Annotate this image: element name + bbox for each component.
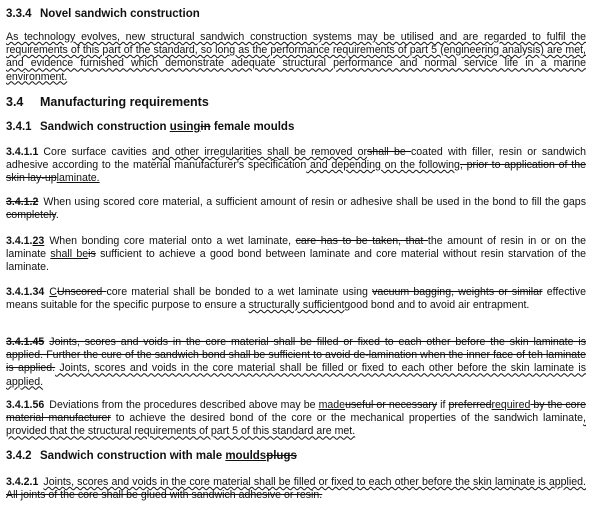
section-heading-3-4 [6, 95, 209, 109]
text-run: bond between laminate and core material without resin starvation of the laminate. [6, 248, 587, 274]
text-run-deleted: All joints of the core shall be glued with sandwich adhesive or resin. [6, 489, 323, 502]
text-run-revised: Joints, scores and voids in the core material shall be filled or fixed to each other before the skin laminate is applied. [6, 362, 586, 388]
heading-title-deleted: plugs [266, 450, 297, 462]
text-run: Core surface cavities [43, 146, 153, 158]
clause-number: 3.4.1.1 [6, 146, 39, 158]
text-run-deleted: care has to be taken, that [295, 235, 428, 247]
text-run-deleted: preferred [448, 399, 492, 411]
text-run: Deviations from the procedures described above may be [49, 399, 319, 411]
text-run-revised: and depending on the following [306, 159, 460, 172]
heading-number: 3.4 [6, 95, 24, 109]
clause-number-base: 3.4.1. [6, 235, 33, 247]
clause-number: 3.4.1.45 [6, 336, 45, 348]
paragraph-3-4-1-1 [6, 146, 586, 186]
paragraph-3-3-4: As technology evolves, new structural sandwich construction systems may be utilised and are regarded to fulfil the requirements of this part of the standard, so long as the performance requirements of part 5 (engineering analysis) are met, and evidence furnished which demonstrate adequate structural performance and normal service life in a marine environment. [6, 31, 586, 83]
text-run: good [344, 299, 368, 312]
heading-number: 3.4.2 [6, 450, 32, 462]
clause-number: 3.4.1.56 [6, 399, 45, 411]
clause-number-revised: 23 [32, 235, 45, 247]
text-run: effective means suitable for the specific purpose to ensure a [6, 286, 586, 312]
clause-number: 3.4.1.34 [6, 286, 45, 298]
heading-title: Novel sandwich construction [40, 8, 200, 20]
heading-title-d: female moulds [210, 121, 295, 133]
heading-title-deleted: in [200, 121, 211, 133]
heading-number: 3.4.1 [6, 121, 32, 133]
text-run-deleted: Joints, scores and voids in the core material shall be filled or fixed to each other before the skin laminate is applied. Further the cure of the sandwich bond shall be sufficient to avoid de-lamination when the inner face of teh laminate is applied. [6, 336, 586, 375]
clause-number [6, 235, 44, 247]
text-run: sufficient to achieve a good [95, 248, 234, 261]
section-heading-3-3-4 [6, 8, 200, 20]
text-run-deleted: by the core material manufacturer [6, 399, 586, 425]
text-run-revised: , provided that the structural requirements of part 5 of this standard are met. [6, 412, 586, 438]
clause-number: 3.4.1.2 [6, 196, 39, 208]
heading-title-inserted: using [169, 121, 201, 133]
heading-title-a: Sandwich construction [40, 121, 170, 133]
text-run: to achieve the desired bond of the core or the mechanical properties of the sandwich laminate [110, 412, 584, 425]
heading-title-a: Sandwich construction with male [40, 450, 226, 462]
paragraph-3-4-2-1 [6, 476, 586, 502]
paragraph-3-4-1-6 [6, 399, 586, 439]
text-run: When bonding core material onto a wet laminate, [49, 235, 296, 247]
text-run: if [437, 399, 449, 411]
text-run-inserted: C [49, 286, 57, 298]
paragraph-3-4-1-4 [6, 286, 586, 312]
text-run: core material shall be bonded to a wet laminate using [106, 286, 373, 298]
text-run-revised: Joints, scores and voids in the core material shall be filled or fixed to each other before the skin laminate is applied. [43, 476, 586, 488]
text-run: the amount of resin in or on the laminate [6, 235, 586, 261]
heading-title: Manufacturing requirements [40, 95, 209, 109]
text-run-deleted: shall be [367, 146, 411, 158]
text-run-inserted: required [491, 399, 531, 411]
text-run-deleted: useful or necessary [345, 399, 438, 411]
text-run-deleted: vacuum bagging, weights or similar [372, 286, 543, 298]
paragraph-3-4-1-5 [6, 336, 586, 389]
text-run-deleted: , prior to application of the skin lay-up [6, 159, 586, 185]
section-heading-3-4-2 [6, 450, 297, 462]
text-run-deleted: is [88, 248, 96, 261]
text-run: . [55, 209, 59, 222]
text-run-deleted: Unscored [56, 286, 107, 298]
text-run-inserted: shall be [50, 248, 89, 261]
text-run-inserted: made [318, 399, 346, 411]
section-heading-3-4-1 [6, 121, 294, 133]
paragraph-3-4-1-2 [6, 196, 586, 222]
text-run-deleted: completely [6, 209, 56, 222]
heading-title-inserted: moulds [225, 450, 267, 462]
text-run: bond and to avoid air entrapment. [367, 299, 530, 312]
heading-number: 3.3.4 [6, 8, 32, 20]
text-run: When using scored core material, a sufficient amount of resin or adhesive shall be used in the bond to fill the gaps [43, 196, 586, 208]
text-run-inserted: laminate. [56, 172, 100, 185]
text-run-revised: and other irregularities shall be removed or [152, 146, 367, 158]
clause-number: 3.4.2.1 [6, 476, 39, 488]
text-run: coated with filler, resin or sandwich adhesive according to the material manufacturer's specification [6, 146, 586, 172]
paragraph-3-4-1-3 [6, 235, 586, 275]
text-run-revised: structurally sufficient [248, 299, 345, 312]
